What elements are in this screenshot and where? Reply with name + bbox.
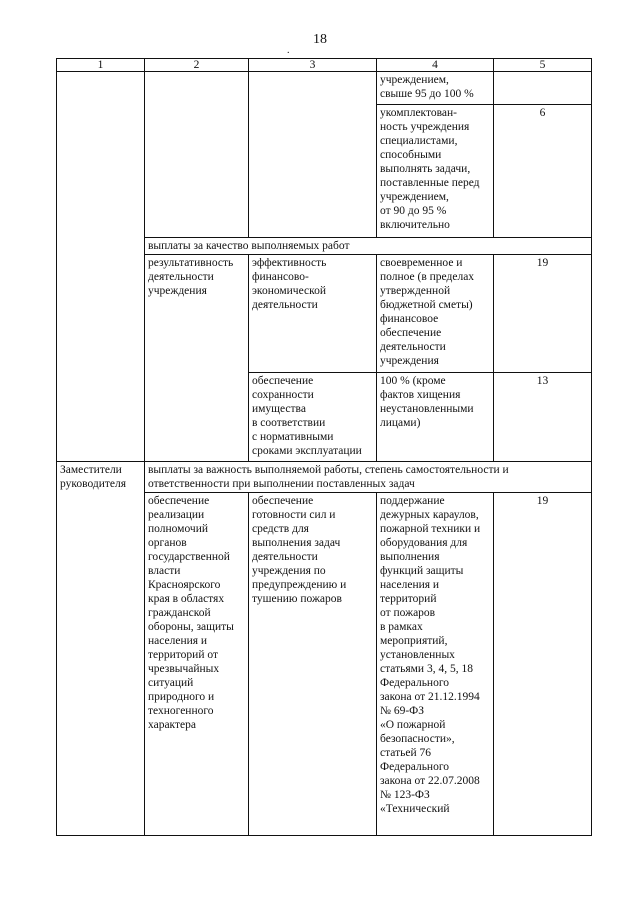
points-value: 19	[536, 257, 549, 269]
indicator-text: эффективность финансово- экономической деятельности	[252, 257, 327, 311]
condition-text: 100 % (кроме фактов хищения неустановленными лицами)	[380, 375, 474, 429]
header-col-5: 5	[494, 59, 592, 72]
condition-text: своевременное и полное (в пределах утвержденной бюджетной сметы) финансовое обеспечение деятельности учреждения	[380, 257, 475, 367]
indicator-text: обеспечение готовности сил и средств для выполнения задач деятельности учреждения по предупреждению и тушению пожаров	[252, 495, 347, 605]
condition-text: учреждением, свыше 95 до 100 %	[380, 74, 474, 100]
table-row	[57, 462, 592, 493]
header-col-1: 1	[57, 59, 145, 72]
points-value: 6	[539, 107, 546, 119]
position-text: Заместители руководителя	[60, 464, 127, 490]
criteria-text: результативность деятельности учреждения	[148, 257, 234, 297]
section-heading: выплаты за важность выполняемой работы, степень самостоятельности и ответственности при выполнении поставленных задач	[148, 464, 509, 490]
header-col-4: 4	[377, 59, 494, 72]
header-row	[57, 59, 592, 72]
table-row	[57, 72, 592, 105]
indicator-cell-empty	[249, 72, 377, 238]
points-value: 13	[536, 375, 549, 387]
header-col-2: 2	[145, 59, 249, 72]
indicator-text: обеспечение сохранности имущества в соответствии с нормативными сроками эксплуатации	[252, 375, 362, 457]
condition-text: укомплектован- ность учреждения специалистами, способными выполнять задачи, поставленные перед учреждением, от 90 до 95 % включительно	[380, 107, 480, 231]
criteria-table	[56, 58, 592, 836]
page-number: 18	[313, 32, 327, 47]
points-cell-empty	[494, 72, 592, 105]
points-value: 19	[536, 495, 549, 507]
criteria-text: обеспечение реализации полномочий органов государственной власти Красноярского края в областях гражданской обороны, защиты населения и территорий от чрезвычайных ситуаций природного и техногенного характера	[148, 495, 234, 731]
position-cell-empty	[57, 72, 145, 462]
criteria-cell-empty	[145, 72, 249, 238]
scan-mark: .	[287, 45, 290, 56]
header-col-3: 3	[249, 59, 377, 72]
condition-text: поддержание дежурных караулов, пожарной техники и оборудования для выполнения функций защиты населения и территорий от пожаров в рамках мероприятий, установленных статьями 3, 4, 5, 18 Федерального закона от 21.12.1994 № 69-ФЗ «О пожарной безопасности», статьей 76 Федерального закона от 22.07.2008 № 123-ФЗ «Технический	[380, 495, 481, 815]
section-heading: выплаты за качество выполняемых работ	[148, 240, 350, 252]
